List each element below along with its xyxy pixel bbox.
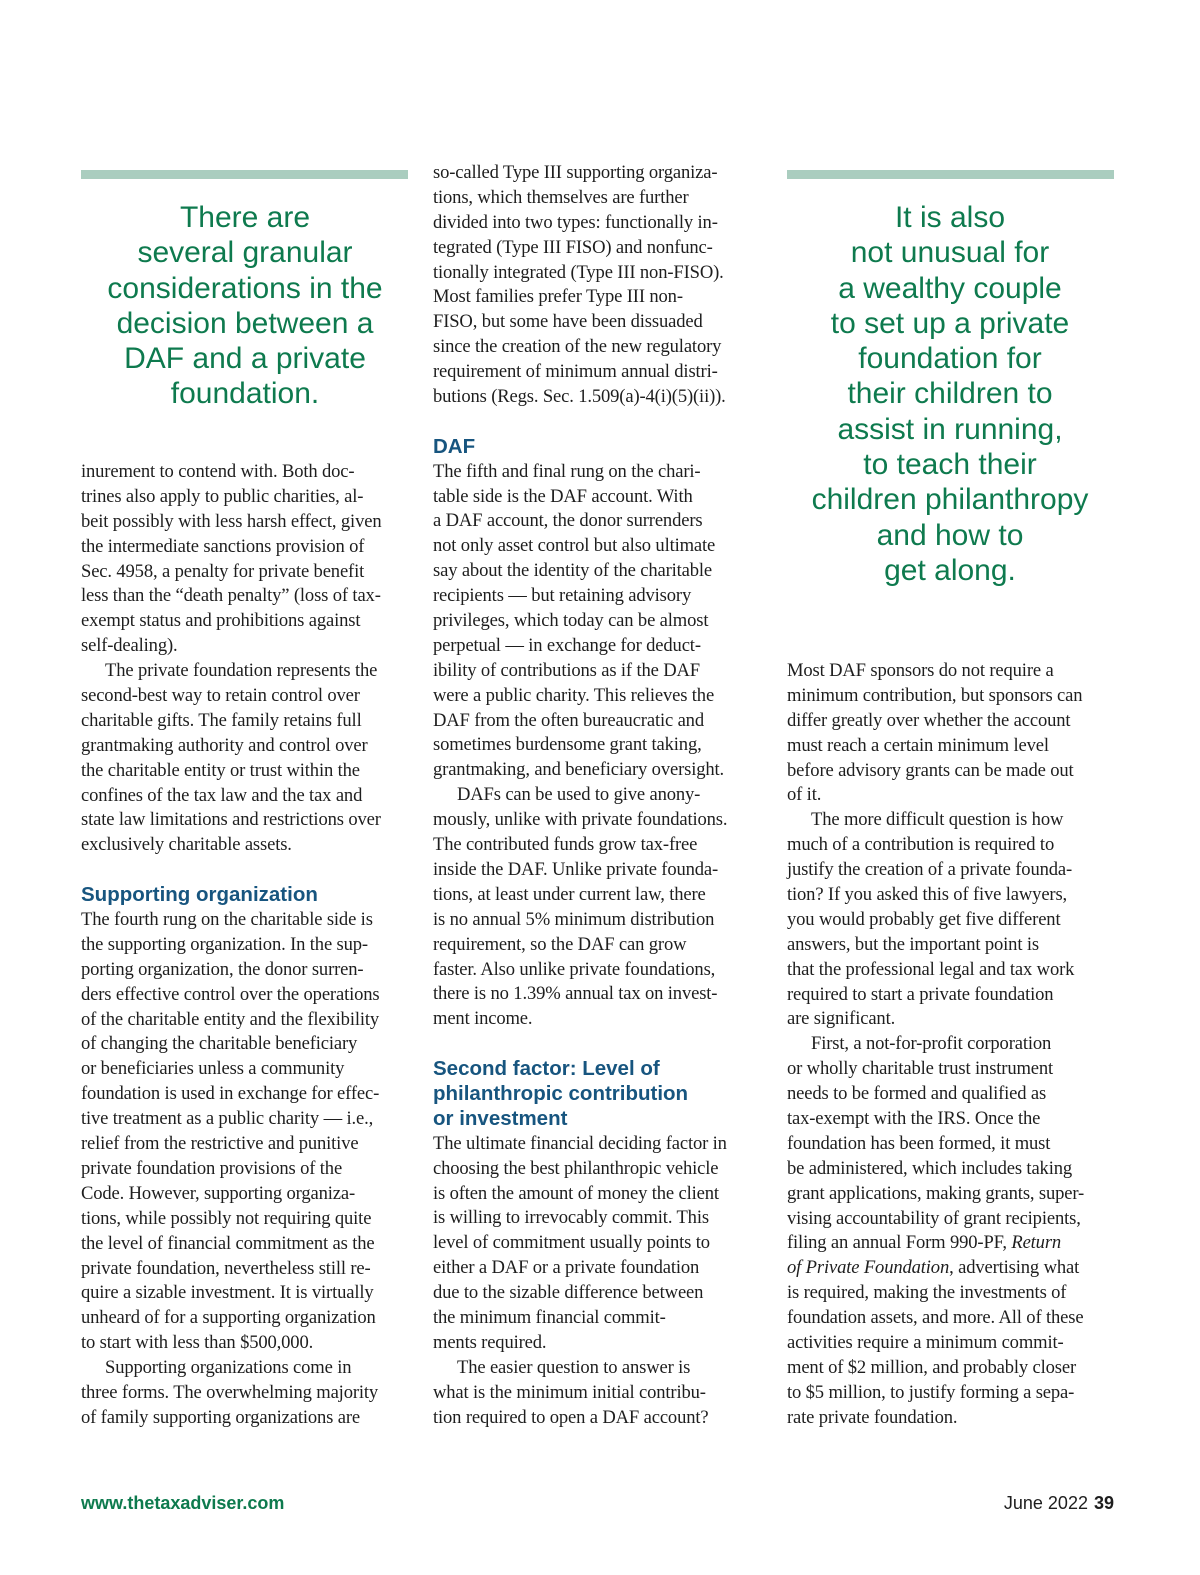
body-text-line: must reach a certain minimum level bbox=[787, 734, 1049, 756]
body-text-line: grantmaking, and beneficiary oversight. bbox=[433, 759, 725, 781]
body-text-line: tions, at least under current law, there bbox=[433, 883, 706, 905]
body-text-line: The fifth and final rung on the chari- bbox=[433, 460, 701, 482]
body-text-line: tive treatment as a public charity — i.e., bbox=[81, 1108, 374, 1130]
body-text-line: either a DAF or a private foundation bbox=[433, 1257, 700, 1279]
pull-quote-line: get along. bbox=[884, 553, 1016, 587]
body-text-line: Code. However, supporting organiza- bbox=[81, 1182, 356, 1204]
body-text-line: to $5 million, to justify forming a sepa- bbox=[787, 1381, 1075, 1403]
section-heading: DAF bbox=[433, 434, 476, 458]
body-text-line: inside the DAF. Unlike private founda- bbox=[433, 858, 719, 880]
body-text-line: confines of the tax law and the tax and bbox=[81, 784, 363, 806]
footer-url[interactable]: www.thetaxadviser.com bbox=[81, 1493, 285, 1513]
body-text-line: is required, making the investments of bbox=[787, 1282, 1067, 1304]
body-text-line: The more difficult question is how bbox=[811, 809, 1064, 831]
body-text-line: beit possibly with less harsh effect, given bbox=[81, 510, 382, 532]
body-text-line: the intermediate sanctions provision of bbox=[81, 535, 365, 557]
body-text-line: mously, unlike with private foundations. bbox=[433, 809, 728, 831]
body-text-line: FISO, but some have been dissuaded bbox=[433, 311, 703, 333]
body-text-line: sometimes burdensome grant taking, bbox=[433, 734, 702, 756]
body-text-line: ment of $2 million, and probably closer bbox=[787, 1356, 1077, 1378]
body-text-line: the level of financial commitment as the bbox=[81, 1232, 375, 1254]
body-text-line: due to the sizable difference between bbox=[433, 1282, 704, 1304]
body-text-line: ders effective control over the operations bbox=[81, 983, 380, 1005]
pull-quote-line: to teach their bbox=[863, 448, 1037, 482]
body-text-line: The easier question to answer is bbox=[457, 1356, 691, 1378]
body-text-line: tion required to open a DAF account? bbox=[433, 1406, 709, 1428]
body-text-line: quire a sizable investment. It is virtually bbox=[81, 1282, 374, 1304]
body-text-line: grant applications, making grants, super- bbox=[787, 1182, 1085, 1204]
pull-quote-right bbox=[785, 200, 1115, 588]
body-text-line: recipients — but retaining advisory bbox=[433, 585, 692, 607]
body-text-line: ment income. bbox=[433, 1008, 533, 1030]
pull-quote-line: decision between a bbox=[116, 306, 374, 340]
body-text-line: state law limitations and restrictions over bbox=[81, 809, 381, 831]
text-column-3 bbox=[787, 659, 1117, 1431]
paragraph-gap bbox=[433, 410, 763, 435]
pull-quote-line: children philanthropy bbox=[811, 483, 1089, 517]
body-text-line: self-dealing). bbox=[81, 635, 178, 657]
body-text-line: tegrated (Type III FISO) and nonfunc- bbox=[433, 236, 713, 258]
body-text-line: to start with less than $500,000. bbox=[81, 1332, 314, 1354]
body-text-line: of changing the charitable beneficiary bbox=[81, 1033, 358, 1055]
page-number: 39 bbox=[1093, 1493, 1114, 1513]
body-text-line: foundation assets, and more. All of these bbox=[787, 1307, 1084, 1329]
body-text-line: activities require a minimum commit- bbox=[787, 1332, 1064, 1354]
pull-quote-line: not unusual for bbox=[850, 236, 1050, 270]
body-text-line: tax-exempt with the IRS. Once the bbox=[787, 1108, 1041, 1130]
body-text-line: that the professional legal and tax work bbox=[787, 958, 1075, 980]
section-heading: or investment bbox=[433, 1106, 568, 1130]
pull-quote-line: foundation. bbox=[170, 377, 320, 411]
body-text-line: the minimum financial commit- bbox=[433, 1306, 666, 1328]
pull-quote-line: several granular bbox=[137, 236, 353, 270]
body-text-line: First, a not-for-profit corporation bbox=[811, 1033, 1052, 1055]
body-text-line: tions, which themselves are further bbox=[433, 186, 689, 208]
body-text-line: there is no 1.39% annual tax on invest- bbox=[433, 983, 718, 1005]
body-text-line: so-called Type III supporting organiza- bbox=[433, 162, 718, 183]
text-column-2 bbox=[433, 161, 763, 1430]
pull-quote-line: considerations in the bbox=[107, 271, 383, 305]
body-text-line: exclusively charitable assets. bbox=[81, 834, 292, 856]
text-column-1 bbox=[81, 460, 411, 1431]
body-text-line: or beneficiaries unless a community bbox=[81, 1058, 345, 1080]
body-text-line: differ greatly over whether the account bbox=[787, 709, 1071, 731]
body-text-line: inurement to contend with. Both doc- bbox=[81, 461, 355, 482]
body-text-line: not only asset control but also ultimate bbox=[433, 535, 716, 557]
body-text-line: private foundation, nevertheless still re- bbox=[81, 1257, 371, 1279]
body-text-line: The ultimate financial deciding factor in bbox=[433, 1132, 727, 1154]
body-text-line: Supporting organizations come in bbox=[105, 1357, 352, 1379]
body-text-line: were a public charity. This relieves the bbox=[433, 684, 715, 706]
body-text-line: say about the identity of the charitable bbox=[433, 560, 713, 582]
body-text-line: tion? If you asked this of five lawyers, bbox=[787, 884, 1068, 906]
section-heading: Second factor: Level of bbox=[433, 1057, 660, 1081]
body-text-line: porting organization, the donor surren- bbox=[81, 958, 364, 980]
pull-quote-rule-right bbox=[787, 170, 1114, 179]
body-text-line: divided into two types: functionally in- bbox=[433, 211, 718, 233]
body-text-line: perpetual — in exchange for deduct- bbox=[433, 634, 701, 656]
body-text-line: trines also apply to public charities, al- bbox=[81, 485, 364, 507]
body-text-line: or wholly charitable trust instrument bbox=[787, 1058, 1054, 1080]
pull-quote-line: to set up a private bbox=[830, 306, 1070, 340]
body-text-line: relief from the restrictive and punitive bbox=[81, 1133, 359, 1155]
body-text-line: rate private foundation. bbox=[787, 1406, 958, 1428]
body-text-line: level of commitment usually points to bbox=[433, 1232, 710, 1254]
body-text-line: second-best way to retain control over bbox=[81, 685, 360, 707]
section-heading: philanthropic contribution bbox=[433, 1081, 689, 1105]
body-text-line: what is the minimum initial contribu- bbox=[433, 1381, 706, 1403]
pull-quote-line: assist in running, bbox=[837, 412, 1063, 446]
pull-quote-line: It is also bbox=[894, 201, 1006, 234]
body-text-line: private foundation provisions of the bbox=[81, 1157, 343, 1179]
body-text-line: DAF from the often bureaucratic and bbox=[433, 709, 704, 731]
body-text-line: are significant. bbox=[787, 1008, 896, 1030]
body-text-line: tions, while possibly not requiring quite bbox=[81, 1207, 372, 1229]
body-text-line: ibility of contributions as if the DAF bbox=[433, 659, 700, 681]
body-text-line: foundation is used in exchange for effec- bbox=[81, 1083, 380, 1105]
body-text-line: unheard of for a supporting organization bbox=[81, 1307, 376, 1329]
body-text-line: requirement, so the DAF can grow bbox=[433, 933, 687, 955]
pull-quote-line: DAF and a private bbox=[124, 342, 366, 376]
body-text-line: the charitable entity or trust within the bbox=[81, 759, 360, 781]
form-title-italic: Return bbox=[1011, 1232, 1062, 1254]
body-text-line: before advisory grants can be made out bbox=[787, 759, 1074, 781]
body-text-line: filing an annual Form 990-PF, Return bbox=[787, 1232, 1062, 1254]
pull-quote-left bbox=[80, 200, 410, 412]
body-text-line: tionally integrated (Type III non-FISO). bbox=[433, 261, 724, 283]
body-text-line: the supporting organization. In the sup- bbox=[81, 933, 368, 955]
body-text-line: ments required. bbox=[433, 1331, 547, 1353]
body-text-line: is willing to irrevocably commit. This bbox=[433, 1207, 709, 1229]
body-text-line: foundation has been formed, it must bbox=[787, 1132, 1051, 1154]
body-text-line: charitable gifts. The family retains full bbox=[81, 709, 362, 731]
body-text-line: of family supporting organizations are bbox=[81, 1406, 360, 1428]
body-text-line: is no annual 5% minimum distribution bbox=[433, 908, 715, 930]
body-text-line: answers, but the important point is bbox=[787, 933, 1039, 955]
pull-quote-line: a wealthy couple bbox=[838, 271, 1062, 305]
body-text-line: you would probably get five different bbox=[787, 908, 1061, 930]
body-text-line: needs to be formed and qualified as bbox=[787, 1083, 1047, 1105]
body-text-line: privileges, which today can be almost bbox=[433, 610, 709, 632]
body-text-line: three forms. The overwhelming majority bbox=[81, 1381, 379, 1403]
body-text-line: is often the amount of money the client bbox=[433, 1182, 719, 1204]
body-text-line: required to start a private foundation bbox=[787, 983, 1054, 1005]
body-text-line: of it. bbox=[787, 784, 822, 806]
paragraph-gap bbox=[433, 1032, 763, 1057]
body-text-line: Most DAF sponsors do not require a bbox=[787, 660, 1054, 681]
pull-quote-line: There are bbox=[179, 201, 311, 234]
body-text-line: of Private Foundation, advertising what bbox=[787, 1257, 1080, 1279]
body-text-line: much of a contribution is required to bbox=[787, 834, 1055, 856]
body-text-line: justify the creation of a private founda- bbox=[787, 859, 1073, 881]
body-text-line: choosing the best philanthropic vehicle bbox=[433, 1157, 719, 1179]
section-heading: Supporting organization bbox=[81, 883, 318, 907]
body-text-line: faster. Also unlike private foundations, bbox=[433, 958, 716, 980]
footer-date: June 2022 bbox=[1003, 1493, 1088, 1513]
body-text-line: exempt status and prohibitions against bbox=[81, 610, 361, 632]
pull-quote-line: foundation for bbox=[858, 342, 1042, 376]
body-text-line: of the charitable entity and the flexibility bbox=[81, 1008, 380, 1030]
body-text-line: requirement of minimum annual distri- bbox=[433, 361, 718, 383]
body-text-line: Most families prefer Type III non- bbox=[433, 286, 683, 308]
body-text-line: The fourth rung on the charitable side is bbox=[81, 909, 373, 931]
paragraph-gap bbox=[81, 858, 411, 883]
body-text-line: table side is the DAF account. With bbox=[433, 485, 693, 507]
body-text-line: less than the “death penalty” (loss of tax- bbox=[81, 585, 381, 607]
body-text-line: Sec. 4958, a penalty for private benefit bbox=[81, 560, 365, 582]
body-text-line: butions (Regs. Sec. 1.509(a)-4(i)(5)(ii)). bbox=[433, 386, 726, 408]
body-text-line: be administered, which includes taking bbox=[787, 1157, 1073, 1179]
pull-quote-line: their children to bbox=[847, 377, 1053, 411]
body-text-line: minimum contribution, but sponsors can bbox=[787, 684, 1083, 706]
body-text-line: grantmaking authority and control over bbox=[81, 734, 368, 756]
body-text-line: The contributed funds grow tax-free bbox=[433, 834, 698, 856]
body-text-line: The private foundation represents the bbox=[105, 660, 378, 682]
body-text-line: since the creation of the new regulatory bbox=[433, 336, 722, 358]
pull-quote-rule-left bbox=[81, 170, 408, 179]
body-text-line: DAFs can be used to give anony- bbox=[457, 784, 701, 806]
form-title-italic: of Private Foundation bbox=[787, 1257, 950, 1279]
body-text-line: a DAF account, the donor surrenders bbox=[433, 510, 703, 532]
pull-quote-line: and how to bbox=[876, 518, 1024, 552]
body-text-line: vising accountability of grant recipients, bbox=[787, 1207, 1081, 1229]
footer-date-page bbox=[1004, 1493, 1114, 1514]
